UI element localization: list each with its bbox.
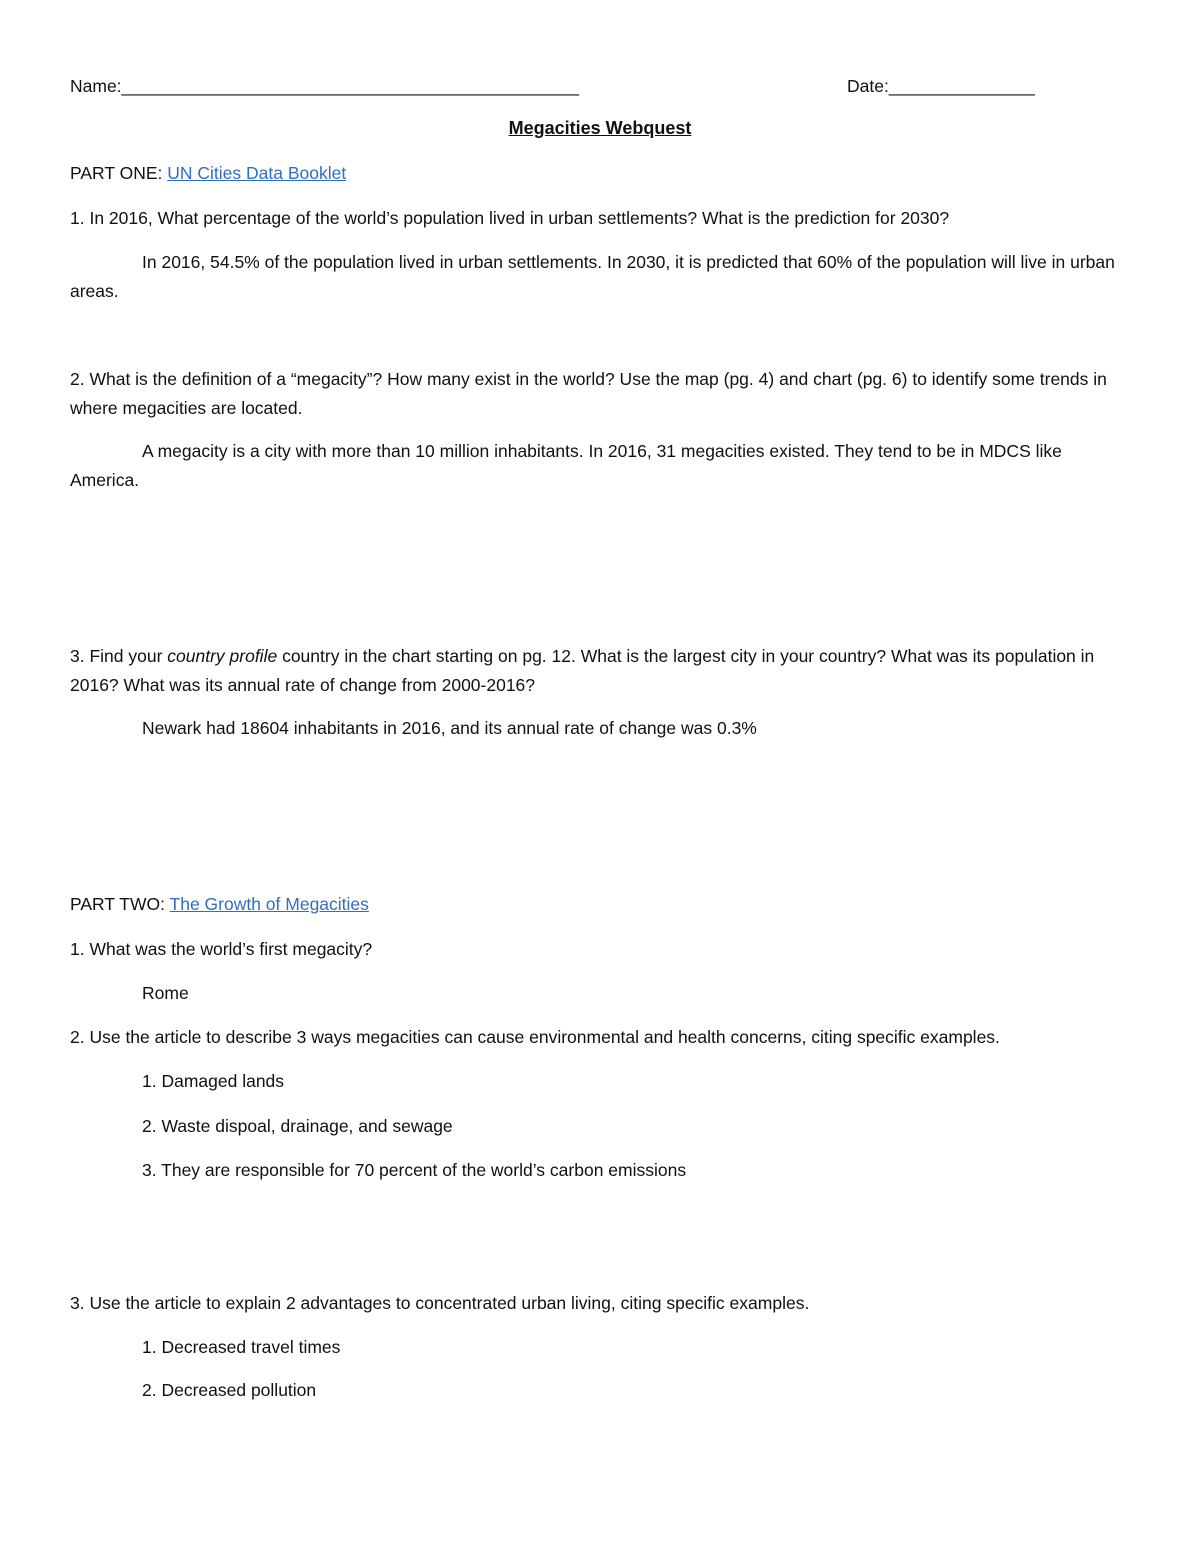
part-two-q2-answer-3: 3. They are responsible for 70 percent of the world’s carbon emissions <box>142 1160 687 1180</box>
part-two-q3-answer-2: 2. Decreased pollution <box>142 1380 317 1400</box>
part-one-q3-answer: Newark had 18604 inhabitants in 2016, and its annual rate of change was 0.3% <box>142 718 757 738</box>
part-one-q2-question: 2. What is the definition of a “megacity”? How many exist in the world? Use the map (pg. 4) and chart (pg. 6) to identify some trends in where megacities are located. <box>70 369 1107 418</box>
un-cities-data-booklet-link[interactable]: UN Cities Data Booklet <box>167 163 347 183</box>
part-two-q3-question: 3. Use the article to explain 2 advantages to concentrated urban living, citing specific examples. <box>70 1293 810 1313</box>
part-one-q3-question <box>70 642 1130 699</box>
part-two-label: PART TWO: <box>70 894 170 914</box>
part-two-q1-answer: Rome <box>142 983 189 1003</box>
part-one-q3-italic: country profile <box>167 646 278 666</box>
part-two-q2-question: 2. Use the article to describe 3 ways megacities can cause environmental and health concerns, citing specific examples. <box>70 1027 1000 1047</box>
part-one-q2-answer <box>70 437 1130 494</box>
part-two-q3-answer-1: 1. Decreased travel times <box>142 1337 341 1357</box>
part-one-q1-answer <box>70 248 1130 305</box>
part-two-q2-answer-1: 1. Damaged lands <box>142 1071 285 1091</box>
part-two-heading <box>70 892 369 916</box>
page-title: Megacities Webquest <box>508 118 692 138</box>
growth-of-megacities-link[interactable]: The Growth of Megacities <box>169 894 369 914</box>
part-two-q2-answer-2: 2. Waste dispoal, drainage, and sewage <box>142 1116 453 1136</box>
part-one-q1-answer-text: In 2016, 54.5% of the population lived in urban settlements. In 2030, it is predicted that 60% of the population will live in urban areas. <box>70 252 1115 301</box>
part-one-q3-suffix: country in the chart starting on pg. 12. What is the largest city in your country? What was its population in 2016? What was its annual rate of change from 2000-2016? <box>70 646 1095 695</box>
part-one-heading <box>70 161 346 185</box>
name-field: Name:_______________________________________________ <box>70 76 579 96</box>
part-one-q2-answer-text: A megacity is a city with more than 10 million inhabitants. In 2016, 31 megacities existed. They tend to be in MDCS like America. <box>70 441 1062 490</box>
part-one-q1-question: 1. In 2016, What percentage of the world’s population lived in urban settlements? What is the prediction for 2030? <box>70 208 950 228</box>
part-one-q3-prefix: 3. Find your <box>70 646 168 666</box>
part-one-label: PART ONE: <box>70 163 168 183</box>
date-field: Date:_______________ <box>847 76 1035 96</box>
part-two-q1-question: 1. What was the world’s first megacity? <box>70 939 373 959</box>
